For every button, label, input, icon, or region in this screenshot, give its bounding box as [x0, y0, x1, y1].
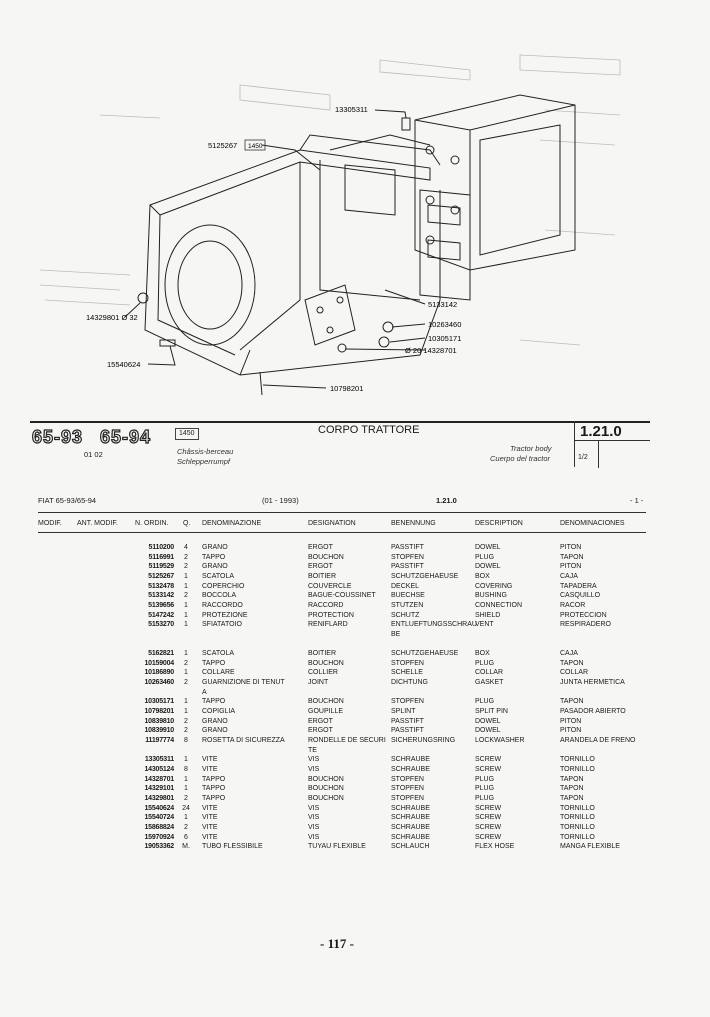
- cell-q: 2: [184, 679, 188, 687]
- table-row: [0, 591, 710, 601]
- cell-en: DOWEL: [475, 563, 501, 571]
- cell-es: RESPIRADERO: [560, 621, 611, 629]
- title-english: Tractor body: [510, 444, 552, 453]
- cell-q: 1: [184, 621, 188, 629]
- cell-de: SICHERUNGSRING: [391, 737, 456, 744]
- cell-de: STOPFEN: [391, 794, 424, 802]
- callout-15540624: 15540624: [107, 360, 141, 369]
- cell-n: 5125267: [148, 572, 174, 580]
- cell-n: 19053362: [144, 843, 174, 851]
- cell-en: COLLAR: [475, 669, 504, 677]
- cell-fr: RONDELLE DE SECURI: [308, 737, 386, 744]
- cell-n: 15970924: [144, 833, 174, 841]
- cell-q: M.: [182, 843, 190, 851]
- group-code-box: 1450: [175, 428, 199, 440]
- cell-es: CAJA: [560, 650, 578, 658]
- cell-de: SCHUTZGEHAEUSE: [391, 650, 459, 658]
- table-row: [0, 601, 710, 611]
- cell-en: PLUG: [475, 659, 495, 667]
- table-row: [0, 582, 710, 592]
- cell-en: COVERING: [475, 582, 513, 590]
- cell-en: CONNECTION: [475, 601, 523, 609]
- cell-es: TORNILLO: [560, 823, 595, 831]
- cell-it: GRANO: [202, 717, 228, 725]
- cell-de: STOPFEN: [391, 553, 424, 561]
- cell-de: DICHTUNG: [391, 679, 428, 687]
- title-french: Châssis-berceau: [177, 447, 234, 456]
- cell-it: TUBO FLESSIBILE: [202, 843, 263, 851]
- cell-fr: ERGOT: [308, 717, 333, 725]
- table-row: [0, 668, 710, 678]
- cell-de: ENTLUEFTUNGSSCHRAU: [391, 621, 477, 629]
- title-german: Schlepperrumpf: [177, 457, 230, 466]
- col-ant-modif: ANT. MODIF.: [77, 520, 118, 527]
- cell-n: 5119529: [148, 563, 174, 571]
- cell-fr: VIS: [308, 765, 320, 773]
- cell-fr: BOUCHON: [308, 785, 344, 793]
- table-row: [0, 833, 710, 843]
- cell-q: 2: [184, 592, 188, 600]
- cell-it: TAPPO: [202, 794, 226, 802]
- cell-en: BUSHING: [475, 592, 507, 600]
- cell-n: 5162821: [148, 650, 174, 658]
- callout-5125267: 5125267: [208, 141, 238, 150]
- cell-en: SPLIT PIN: [475, 708, 508, 716]
- cell-n: 14329101: [144, 785, 174, 793]
- table-row: [0, 659, 710, 669]
- title-spanish: Cuerpo del tractor: [490, 454, 551, 463]
- cell-fr: VIS: [308, 804, 320, 812]
- cell-q: 1: [184, 650, 188, 658]
- cell-q: 1: [184, 775, 188, 783]
- cell-n: 10305171: [144, 698, 174, 706]
- table-row: [0, 572, 710, 582]
- cell-n: 15540724: [144, 814, 174, 822]
- cell-n: 5133142: [148, 592, 174, 600]
- cell-en: SHIELD: [475, 611, 501, 619]
- table-row: [0, 543, 710, 553]
- cell-it: TAPPO: [202, 553, 226, 561]
- table-row: [0, 736, 710, 746]
- cell-es: COLLAR: [560, 669, 589, 677]
- cell-fr: ERGOT: [308, 727, 333, 735]
- section-number: 1.21.0: [580, 423, 622, 440]
- cell-q: 2: [184, 553, 188, 561]
- callout-14328701: Ø 20 14328701: [405, 346, 457, 355]
- cell-es: PROTECCION: [560, 611, 607, 619]
- cell-n: 10798201: [144, 708, 174, 716]
- cell-en: SCREW: [475, 823, 502, 831]
- cell-es: TAPON: [560, 698, 584, 706]
- cell-it: BOCCOLA: [202, 592, 237, 600]
- subheader-page: - 1 -: [630, 496, 644, 505]
- table-row: [0, 746, 710, 756]
- cell-es: TORNILLO: [560, 814, 595, 822]
- cell-q: 1: [184, 582, 188, 590]
- cell-q: 2: [184, 794, 188, 802]
- cell-n: 10186890: [144, 669, 174, 677]
- cell-de: SPLINT: [391, 708, 416, 716]
- cell-de: SCHRAUBE: [391, 765, 430, 773]
- table-row: [0, 784, 710, 794]
- cell-q: 1: [184, 698, 188, 706]
- cell-fr: BOUCHON: [308, 775, 344, 783]
- cell-en: PLUG: [475, 775, 495, 783]
- cell-en: BOX: [475, 572, 490, 580]
- cell-de: STOPFEN: [391, 698, 424, 706]
- cell-de: STOPFEN: [391, 775, 424, 783]
- cell-fr: COUVERCLE: [308, 582, 352, 590]
- cell-de: SCHELLE: [391, 669, 423, 677]
- page-fraction: 1/2: [578, 454, 588, 461]
- cell-it: TAPPO: [202, 775, 226, 783]
- cell-n: 5116991: [148, 553, 174, 561]
- cell-es: TORNILLO: [560, 756, 595, 764]
- table-row: [0, 842, 710, 852]
- cell-n: 14328701: [144, 775, 174, 783]
- cell-q: 4: [184, 544, 188, 551]
- cell-es: MANGA FLEXIBLE: [560, 843, 620, 851]
- col-spanish: DENOMINACIONES: [560, 520, 625, 527]
- cell-q: 1: [184, 756, 188, 764]
- cell-it: TAPPO: [202, 698, 226, 706]
- cell-it: GRANO: [202, 544, 228, 551]
- cell-it: COPERCHIO: [202, 582, 245, 590]
- cell-es: PITON: [560, 727, 582, 735]
- cell-it: ROSETTA DI SICUREZZA: [202, 737, 285, 744]
- cell-q: 1: [184, 601, 188, 609]
- subheader-section: 1.21.0: [436, 496, 457, 505]
- table-row: [0, 775, 710, 785]
- group-code: 01 02: [84, 450, 103, 459]
- callout-10798201: 10798201: [330, 384, 364, 393]
- page-number: - 117 -: [320, 936, 354, 951]
- table-row: [0, 726, 710, 736]
- cell-es: TAPON: [560, 775, 584, 783]
- cell-it: SFIATATOIO: [202, 621, 242, 629]
- cell-es: TAPADERA: [560, 582, 597, 590]
- table-row: [0, 765, 710, 775]
- cell-it: GUARNIZIONE DI TENUT: [202, 679, 285, 687]
- table-row: [0, 688, 710, 698]
- cell-q: 8: [184, 765, 188, 773]
- table-row: [0, 649, 710, 659]
- cell-es: JUNTA HERMETICA: [560, 679, 625, 687]
- cell-q: 1: [184, 814, 188, 822]
- cell-q: 1: [184, 708, 188, 716]
- cell-n: 13305311: [144, 756, 174, 764]
- cell-de: SCHUTZ: [391, 611, 420, 619]
- col-ordin: N. ORDIN.: [135, 520, 169, 527]
- cell-es: CASQUILLO: [560, 592, 601, 600]
- cell-it: PROTEZIONE: [202, 611, 248, 619]
- cell-en: BOX: [475, 650, 490, 658]
- cell-es: PITON: [560, 544, 582, 551]
- cell-it: A: [202, 688, 207, 696]
- cell-q: 2: [184, 727, 188, 735]
- cell-q: 1: [184, 611, 188, 619]
- cell-de: PASSTIFT: [391, 727, 424, 735]
- cell-q: 1: [184, 669, 188, 677]
- cell-fr: VIS: [308, 756, 320, 764]
- cell-n: 10159004: [144, 659, 174, 667]
- cell-en: SCREW: [475, 804, 502, 812]
- model-logo-65-94: 65-94: [100, 427, 152, 447]
- table-row: [0, 755, 710, 765]
- cell-fr: VIS: [308, 814, 320, 822]
- cell-de: BE: [391, 630, 401, 638]
- cell-fr: VIS: [308, 833, 320, 841]
- cell-n: 14329801: [144, 794, 174, 802]
- cell-it: RACCORDO: [202, 601, 243, 609]
- cell-n: 10839910: [144, 727, 174, 735]
- cell-it: SCATOLA: [202, 650, 235, 658]
- col-english: DESCRIPTION: [475, 520, 523, 527]
- cell-it: GRANO: [202, 727, 228, 735]
- table-header-rule: [38, 532, 646, 533]
- cell-es: TAPON: [560, 659, 584, 667]
- cell-q: 6: [184, 833, 188, 841]
- cell-de: BUECHSE: [391, 592, 425, 600]
- cell-it: VITE: [202, 765, 218, 773]
- cell-es: TAPON: [560, 785, 584, 793]
- exploded-diagram: [0, 0, 710, 420]
- edition-date: (01 - 1993): [262, 496, 299, 505]
- table-row: [0, 707, 710, 717]
- table-row: [0, 562, 710, 572]
- cell-de: STUTZEN: [391, 601, 424, 609]
- cell-fr: BAGUE-COUSSINET: [308, 592, 376, 600]
- table-row: [0, 678, 710, 688]
- table-row: [0, 794, 710, 804]
- cell-es: PITON: [560, 717, 582, 725]
- table-row: [0, 697, 710, 707]
- cell-it: GRANO: [202, 563, 228, 571]
- cell-it: VITE: [202, 814, 218, 822]
- cell-es: TAPON: [560, 553, 584, 561]
- table-row: [0, 804, 710, 814]
- col-qty: Q.: [183, 520, 191, 527]
- cell-n: 10263460: [144, 679, 174, 687]
- cell-fr: COLLIER: [308, 669, 338, 677]
- table-row: [0, 630, 710, 640]
- callout-14329801: 14329801 Ø 32: [86, 313, 138, 322]
- cell-de: SCHUTZGEHAEUSE: [391, 572, 459, 580]
- model-name: FIAT 65-93/65-94: [38, 496, 97, 505]
- cell-es: TORNILLO: [560, 833, 595, 841]
- col-italian: DENOMINAZIONE: [202, 520, 262, 527]
- callout-5125267-box: 1450: [248, 143, 263, 150]
- cell-en: SCREW: [475, 756, 502, 764]
- table-row: [0, 823, 710, 833]
- cell-en: PLUG: [475, 794, 495, 802]
- col-modif: MODIF.: [38, 520, 62, 527]
- callout-13305311: 13305311: [335, 105, 368, 114]
- table-top-rule: [38, 512, 646, 513]
- cell-en: DOWEL: [475, 727, 501, 735]
- cell-en: LOCKWASHER: [475, 737, 525, 744]
- callout-5133142: 5133142: [428, 300, 458, 309]
- cell-en: SCREW: [475, 833, 502, 841]
- cell-n: 14305124: [144, 765, 174, 773]
- callout-10305171: 10305171: [428, 334, 462, 343]
- cell-de: SCHRAUBE: [391, 756, 430, 764]
- cell-es: TORNILLO: [560, 765, 595, 773]
- table-row: [0, 717, 710, 727]
- cell-en: SCREW: [475, 814, 502, 822]
- cell-it: VITE: [202, 756, 218, 764]
- cell-fr: BOUCHON: [308, 659, 344, 667]
- table-row: [0, 553, 710, 563]
- cell-fr: ERGOT: [308, 544, 333, 551]
- cell-en: PLUG: [475, 553, 495, 561]
- cell-de: PASSTIFT: [391, 544, 424, 551]
- cell-de: SCHRAUBE: [391, 823, 430, 831]
- table-row: [0, 611, 710, 621]
- cell-es: RACOR: [560, 601, 586, 609]
- table-row: [0, 813, 710, 823]
- cell-it: SCATOLA: [202, 572, 235, 580]
- cell-it: TAPPO: [202, 785, 226, 793]
- col-german: BENENNUNG: [391, 520, 436, 527]
- cell-en: GASKET: [475, 679, 504, 687]
- cell-en: VENT: [475, 621, 494, 629]
- table-row: [0, 620, 710, 630]
- cell-fr: TUYAU FLEXIBLE: [308, 843, 366, 851]
- cell-fr: BOITIER: [308, 650, 337, 658]
- cell-it: TAPPO: [202, 659, 226, 667]
- cell-it: VITE: [202, 823, 218, 831]
- cell-es: PASADOR ABIERTO: [560, 708, 626, 716]
- cell-fr: BOITIER: [308, 572, 337, 580]
- model-logo-65-93: 65-93: [32, 427, 84, 447]
- cell-en: SCREW: [475, 765, 502, 773]
- cell-n: 5139656: [148, 601, 174, 609]
- cell-es: CAJA: [560, 572, 578, 580]
- cell-fr: BOUCHON: [308, 794, 344, 802]
- cell-fr: RENIFLARD: [308, 621, 348, 629]
- cell-fr: GOUPILLE: [308, 708, 344, 716]
- cell-it: COLLARE: [202, 669, 235, 677]
- cell-fr: JOINT: [308, 679, 329, 687]
- cell-q: 2: [184, 659, 188, 667]
- cell-fr: TE: [308, 746, 317, 754]
- cell-q: 24: [182, 804, 190, 812]
- cell-de: STOPFEN: [391, 785, 424, 793]
- cell-n: 11197774: [145, 737, 174, 744]
- cell-fr: ERGOT: [308, 563, 333, 571]
- cell-n: 15540624: [144, 804, 174, 812]
- cell-n: 10839810: [144, 717, 174, 725]
- cell-de: SCHLAUCH: [391, 843, 430, 851]
- cell-en: PLUG: [475, 785, 495, 793]
- cell-en: FLEX HOSE: [475, 843, 515, 851]
- cell-en: DOWEL: [475, 717, 501, 725]
- cell-de: SCHRAUBE: [391, 804, 430, 812]
- cell-q: 1: [184, 785, 188, 793]
- cell-fr: BOUCHON: [308, 698, 344, 706]
- cell-de: PASSTIFT: [391, 717, 424, 725]
- cell-q: 2: [184, 717, 188, 725]
- cell-it: VITE: [202, 804, 218, 812]
- cell-de: SCHRAUBE: [391, 833, 430, 841]
- table-row: [0, 640, 710, 650]
- cell-n: 5110200: [148, 544, 174, 551]
- cell-q: 2: [184, 563, 188, 571]
- cell-es: PITON: [560, 563, 582, 571]
- cell-es: TAPON: [560, 794, 584, 802]
- cell-n: 5153270: [148, 621, 174, 629]
- cell-n: 5132478: [148, 582, 174, 590]
- cell-de: STOPFEN: [391, 659, 424, 667]
- cell-it: COPIGLIA: [202, 708, 236, 716]
- callout-10263460: 10263460: [428, 320, 462, 329]
- cell-fr: VIS: [308, 823, 320, 831]
- cell-fr: PROTECTION: [308, 611, 354, 619]
- cell-en: PLUG: [475, 698, 495, 706]
- col-french: DESIGNATION: [308, 520, 356, 527]
- cell-es: ARANDELA DE FRENO: [560, 737, 636, 744]
- cell-it: VITE: [202, 833, 218, 841]
- cell-fr: RACCORD: [308, 601, 344, 609]
- cell-n: 15868824: [144, 823, 174, 831]
- cell-q: 1: [184, 572, 188, 580]
- title-italian: CORPO TRATTORE: [318, 424, 420, 436]
- cell-de: DECKEL: [391, 582, 420, 590]
- cell-de: SCHRAUBE: [391, 814, 430, 822]
- cell-de: PASSTIFT: [391, 563, 424, 571]
- cell-n: 5147242: [148, 611, 174, 619]
- cell-q: 2: [184, 823, 188, 831]
- cell-q: 8: [184, 737, 188, 744]
- cell-en: DOWEL: [475, 544, 501, 551]
- cell-fr: BOUCHON: [308, 553, 344, 561]
- cell-es: TORNILLO: [560, 804, 595, 812]
